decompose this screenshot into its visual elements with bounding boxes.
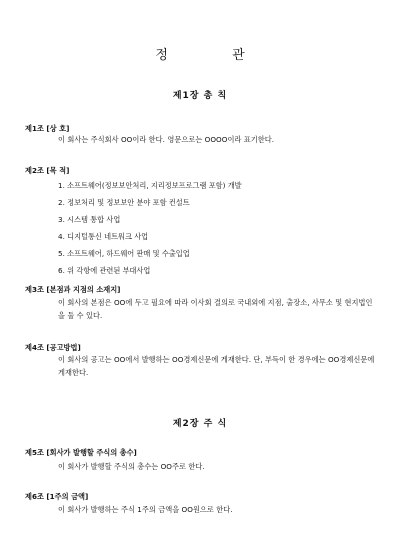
article-6-heading: 제6조 [1주의 금액]	[25, 492, 89, 501]
article-2-item: 5. 소프트웨어, 하드웨어 판매 및 수출입업	[58, 249, 190, 258]
article-1-heading: 제1조 [상 호]	[25, 124, 70, 133]
article-5-heading: 제5조 [회사가 발행할 주식의 총수]	[25, 448, 137, 457]
article-2-item: 6. 위 각항에 관련된 부대사업	[58, 266, 151, 275]
article-6-body: 이 회사가 발행하는 주식 1주의 금액을 OO원으로 한다.	[58, 505, 233, 514]
chapter-2-heading: 제2장 주 식	[172, 419, 228, 429]
article-4-heading: 제4조 [공고방법]	[25, 343, 81, 352]
article-4-body: 이 회사의 공고는 OO에서 발행하는 OO경제신문에 게재한다. 단, 부득이 한 경우에는 OO경제신문에 게재한다.	[58, 355, 375, 377]
article-2-item: 4. 디지털통신 네트워크 사업	[58, 232, 149, 241]
article-3-heading: 제3조 [본점과 지점의 소재지]	[25, 285, 121, 294]
article-2-item: 2. 정보처리 및 정보보안 분야 포함 컨설트	[58, 198, 190, 207]
document-title: 정 관	[155, 48, 275, 63]
article-2-heading: 제2조 [목 적]	[25, 166, 70, 175]
chapter-1-heading: 제1장 총 칙	[172, 91, 228, 101]
article-5-body: 이 회사가 발행할 주식의 총수는 OO주로 한다.	[58, 462, 205, 471]
article-1-body: 이 회사는 주식회사 OO이라 한다. 영문으로는 OOOO이라 표기한다.	[58, 135, 275, 144]
article-2-item: 1. 소프트웨어(정보보안처리, 지리정보프로그램 포함) 개발	[58, 181, 242, 190]
article-2-item: 3. 시스템 통합 사업	[58, 215, 121, 224]
article-3-body: 이 회사의 본점은 OO에 두고 필요에 따라 이사회 결의로 국내외에 지점, 출장소, 사무소 및 현지법인을 둘 수 있다.	[58, 298, 373, 320]
